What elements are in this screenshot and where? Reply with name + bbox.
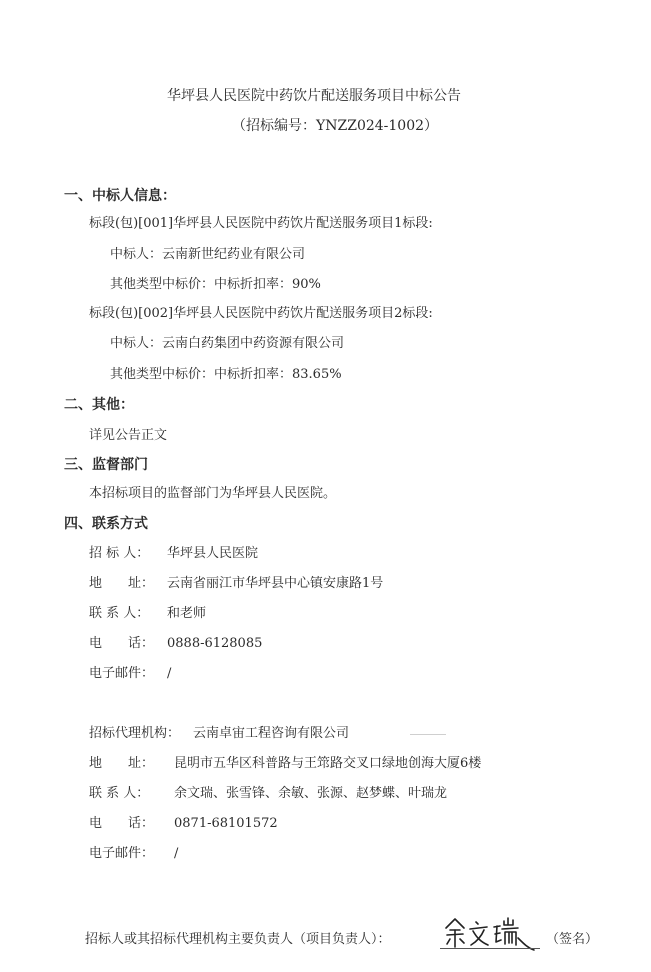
signature-suffix: （签名） [546, 932, 599, 947]
page-title: 华坪县人民医院中药饮片配送服务项目中标公告 [167, 88, 461, 104]
agency-email-label: 电子邮件： [89, 846, 155, 861]
tenderer-phone-value: 0888-6128085 [167, 636, 263, 651]
handwritten-signature [442, 914, 538, 952]
lot2-label: 标段(包)[002]华坪县人民医院中药饮片配送服务项目2标段: [89, 306, 433, 321]
tenderer-phone-label: 电 话： [89, 636, 155, 651]
lot2-price: 其他类型中标价：中标折扣率：83.65% [110, 367, 342, 382]
lot1-label: 标段(包)[001]华坪县人民医院中药饮片配送服务项目1标段: [89, 216, 433, 231]
tenderer-contact-value: 和老师 [167, 606, 207, 621]
lot2-winner: 中标人：云南白药集团中药资源有限公司 [110, 336, 345, 351]
section-heading-other: 二、其他： [64, 397, 134, 413]
section-heading-supervision: 三、监督部门 [64, 457, 148, 473]
agency-contact-value: 余文瑞、张雪锋、余敏、张源、赵梦蝶、叶瑞龙 [174, 786, 448, 801]
supervision-text: 本招标项目的监督部门为华坪县人民医院。 [89, 486, 337, 501]
agency-email-value: / [174, 846, 179, 861]
tenderer-address-value: 云南省丽江市华坪县中心镇安康路1号 [167, 576, 384, 591]
signature-underline [440, 948, 540, 949]
tenderer-email-label: 电子邮件： [89, 666, 155, 681]
agency-address-value: 昆明市五华区科普路与王筇路交叉口绿地创海大厦6楼 [174, 756, 482, 771]
agency-phone-label: 电 话： [89, 816, 155, 831]
lot1-price: 其他类型中标价：中标折扣率：90% [110, 277, 321, 292]
tenderer-label: 招 标 人： [89, 546, 150, 561]
agency-name-label: 招标代理机构： [89, 726, 181, 741]
bid-number: （招标编号：YNZZ024-1002） [232, 118, 439, 134]
tenderer-address-label: 地 址： [89, 576, 155, 591]
agency-name-value: 云南卓宙工程咨询有限公司 [193, 726, 350, 741]
tenderer-email-value: / [167, 666, 172, 681]
agency-phone-value: 0871-68101572 [174, 816, 278, 831]
signature-label: 招标人或其招标代理机构主要负责人（项目负责人）： [85, 932, 391, 947]
section-heading-winners: 一、中标人信息： [64, 188, 176, 204]
section-heading-contact: 四、联系方式 [64, 516, 148, 532]
tenderer-contact-label: 联 系 人： [89, 606, 150, 621]
agency-address-label: 地 址： [89, 756, 155, 771]
agency-contact-label: 联 系 人： [89, 786, 150, 801]
lot1-winner: 中标人：云南新世纪药业有限公司 [110, 247, 306, 262]
scan-mark [410, 734, 446, 735]
other-text: 详见公告正文 [89, 428, 168, 443]
tenderer-value: 华坪县人民医院 [167, 546, 259, 561]
